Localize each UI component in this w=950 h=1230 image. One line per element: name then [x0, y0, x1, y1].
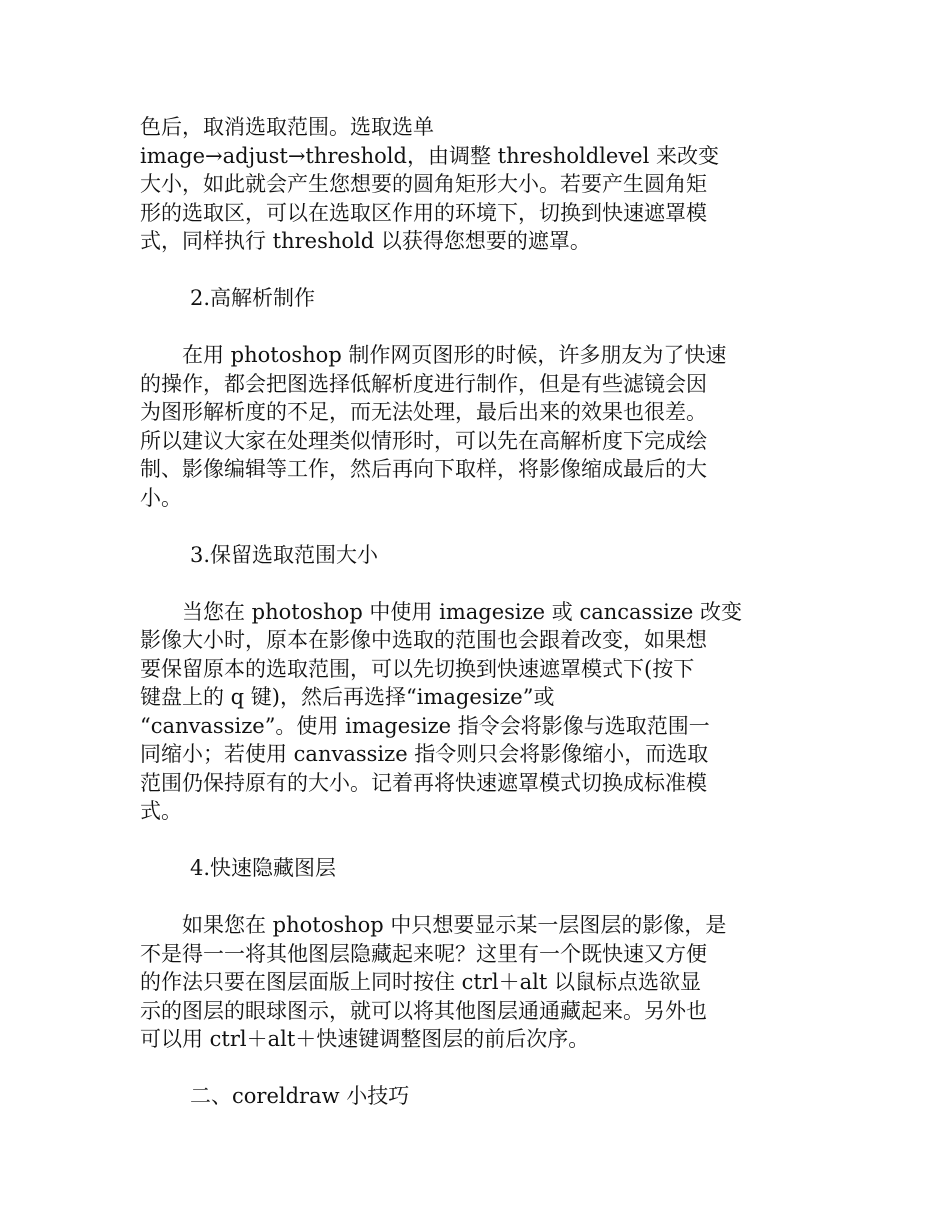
paragraph-hide-layers — [140, 911, 812, 1054]
section-heading-coreldraw-tips — [140, 1082, 812, 1111]
text-line: 示的图层的眼球图示，就可以将其他图层通通藏起来。另外也 — [140, 998, 707, 1023]
text-line: 为图形解析度的不足，而无法处理，最后出来的效果也很差。 — [140, 400, 707, 424]
text-line: 当您在 photoshop 中使用 imagesize 或 cancassize 改变 — [140, 599, 742, 624]
paragraph-keep-selection — [140, 598, 812, 826]
text-line: 色后，取消选取范围。选取选单 — [140, 115, 434, 139]
text-line: 小。 — [140, 485, 182, 510]
section-heading-hide-layers — [140, 854, 812, 883]
text-line: 的作法只要在图层面版上同时按住 ctrl＋alt 以鼠标点选欲显 — [140, 970, 701, 994]
text-line: 所以建议大家在处理类似情形时，可以先在高解析度下完成绘 — [140, 428, 707, 453]
section-heading-high-resolution — [140, 284, 812, 313]
text-line: 形的选取区，可以在选取区作用的环境下，切换到快速遮罩模 — [140, 200, 707, 225]
heading-text: 3.保留选取范围大小 — [190, 542, 379, 567]
text-line: 不是得一一将其他图层隐藏起来呢？这里有一个既快速又方便 — [140, 941, 707, 966]
text-line: 如果您在 photoshop 中只想要显示某一层图层的影像，是 — [140, 913, 727, 937]
paragraph-threshold-tip — [140, 113, 812, 256]
text-line: 制、影像编辑等工作，然后再向下取样，将影像缩成最后的大 — [140, 457, 707, 481]
text-line: 影像大小时，原本在影像中选取的范围也会跟着改变，如果想 — [140, 628, 707, 652]
heading-text: 二、coreldraw 小技巧 — [190, 1084, 410, 1108]
text-line: 大小，如此就会产生您想要的圆角矩形大小。若要产生圆角矩 — [140, 172, 707, 196]
text-line: image→adjust→threshold，由调整 thresholdlevel 来改变 — [140, 143, 719, 168]
text-line: “canvassize”。使用 imagesize 指令会将影像与选取范围一 — [140, 713, 710, 738]
text-line: 要保留原本的选取范围，可以先切换到快速遮罩模式下(按下 — [140, 656, 695, 681]
heading-text: 2.高解析制作 — [190, 286, 316, 310]
text-line: 同缩小；若使用 canvassize 指令则只会将影像缩小，而选取 — [140, 742, 709, 766]
text-line: 范围仍保持原有的大小。记着再将快速遮罩模式切换成标准模 — [140, 770, 707, 795]
document-page — [140, 113, 812, 1139]
text-line: 式，同样执行 threshold 以获得您想要的遮罩。 — [140, 229, 591, 253]
text-line: 的操作，都会把图选择低解析度进行制作，但是有些滤镜会因 — [140, 371, 707, 396]
text-line: 在用 photoshop 制作网页图形的时候，许多朋友为了快速 — [140, 343, 727, 367]
section-heading-keep-selection — [140, 541, 812, 570]
text-line: 式。 — [140, 799, 182, 823]
text-line: 键盘上的 q 键)，然后再选择“imagesize”或 — [140, 685, 555, 709]
paragraph-high-resolution — [140, 341, 812, 512]
text-line: 可以用 ctrl＋alt＋快速键调整图层的前后次序。 — [140, 1027, 590, 1051]
heading-text: 4.快速隐藏图层 — [190, 856, 337, 880]
